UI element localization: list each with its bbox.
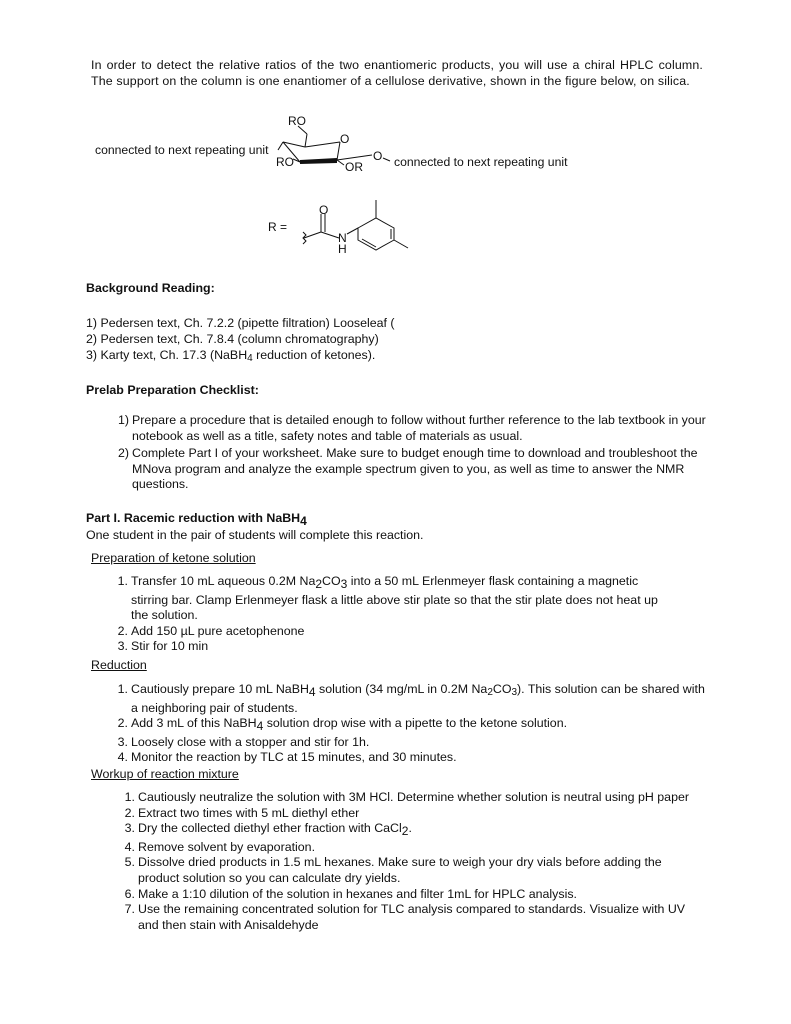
prelab-heading: Prelab Preparation Checklist: (86, 383, 259, 397)
hydrogen-label: H (338, 242, 347, 256)
prelab-checklist (117, 413, 707, 493)
workup-item-4: 4. Remove solvent by evaporation. (124, 839, 316, 854)
workup-item-1: 1. Cautiously neutralize the solution with 3M HCl. Determine whether solution is neutral using pH paper (124, 790, 689, 804)
prelab-item-1: 1) Prepare a procedure that is detailed enough to follow without further reference to the lab textbook in your notebook as well as a title, safety notes and table of materials as usual. (117, 413, 706, 443)
prelab-item-2: 2) Complete Part I of your worksheet. Make sure to budget enough time to download and troubleshoot the MNova program and analyze the example spectrum given to you, as well as time to answer the NMR questions. (117, 446, 698, 492)
intro-paragraph: In order to detect the relative ratios of the two enantiomeric products, you will use a chiral HPLC column. The support on the column is one enantiomer of a cellulose derivative, shown in the figure below, on silica. (91, 58, 703, 88)
workup-list (124, 790, 694, 933)
reduction-item-1: 1. Cautiously prepare 10 mL NaBH4 solution (34 mg/mL in 0.2M $Na_2CO_3$). This solution can be shared with a neighboring pair of students. (117, 682, 705, 715)
or-bottom-label: OR (345, 160, 363, 174)
workup-item-7: 7. Use the remaining concentrated solution for TLC analysis compared to standards. Visualize with UV and then stain with Anisaldehyde (124, 902, 686, 932)
r-equals-label: R = (268, 220, 288, 234)
reduction-heading: Reduction (91, 658, 147, 672)
background-item-2: 2) Pedersen text, Ch. 7.8.4 (column chromatography) (86, 332, 379, 346)
prep-heading: Preparation of ketone solution (91, 551, 256, 565)
left-connection-label: connected to next repeating unit (95, 143, 269, 157)
reduction-list (117, 682, 709, 766)
glycosidic-oxygen-label: O (373, 149, 383, 163)
cellulose-structure-figure (0, 108, 791, 268)
background-heading: Background Reading: (86, 281, 215, 295)
prep-item-3: 3. Stir for 10 min (117, 639, 209, 654)
right-connection-label: connected to next repeating unit (394, 155, 568, 169)
carbonyl-oxygen-label: O (319, 203, 329, 217)
prep-item-1: 1. Transfer 10 mL aqueous 0.2M Na2CO3 into a 50 mL Erlenmeyer flask containing a magnetic stirring bar. Clamp Erlenmeyer flask a little above stir plate so that the stir plate does not heat up the solution. (117, 574, 658, 623)
part1-heading: Part I. Racemic reduction with NaBH4 (86, 511, 307, 528)
ro-left-label: RO (276, 155, 294, 169)
workup-item-3: 3. Dry the collected diethyl ether fraction with CaCl2. (124, 821, 412, 839)
reduction-item-2: 2. Add 3 mL of this NaBH4 solution drop wise with a pipette to the ketone solution. (117, 716, 568, 734)
workup-item-6: 6. Make a 1:10 dilution of the solution in hexanes and filter 1mL for HPLC analysis. (124, 886, 577, 901)
prep-item-2: 2. Add 150 µL pure acetophenone (117, 623, 305, 638)
ring-oxygen-label: O (340, 132, 350, 146)
ro-top-label: RO (288, 114, 306, 128)
workup-item-5: 5. Dissolve dried products in 1.5 mL hexanes. Make sure to weigh your dry vials before adding the product solution so you can calculate dry yields. (124, 855, 662, 885)
workup-heading: Workup of reaction mixture (91, 767, 239, 781)
part1-intro: One student in the pair of students will complete this reaction. (86, 528, 424, 542)
workup-item-2: 2. Extract two times with 5 mL diethyl ether (124, 805, 360, 820)
background-item-1: 1) Pedersen text, Ch. 7.2.2 (pipette filtration) Looseleaf ( (86, 316, 395, 330)
reduction-item-4: 4. Monitor the reaction by TLC at 15 minutes, and 30 minutes. (117, 750, 457, 765)
ring-front-bold-bond (300, 158, 337, 164)
prep-list (117, 574, 671, 655)
nitrogen-label: N (338, 231, 347, 245)
background-item-3: 3) Karty text, Ch. 17.3 (NaBH$_4$ reduction of ketones). (86, 348, 376, 364)
reduction-item-3: 3. Loosely close with a stopper and stir for 1h. (117, 734, 370, 749)
